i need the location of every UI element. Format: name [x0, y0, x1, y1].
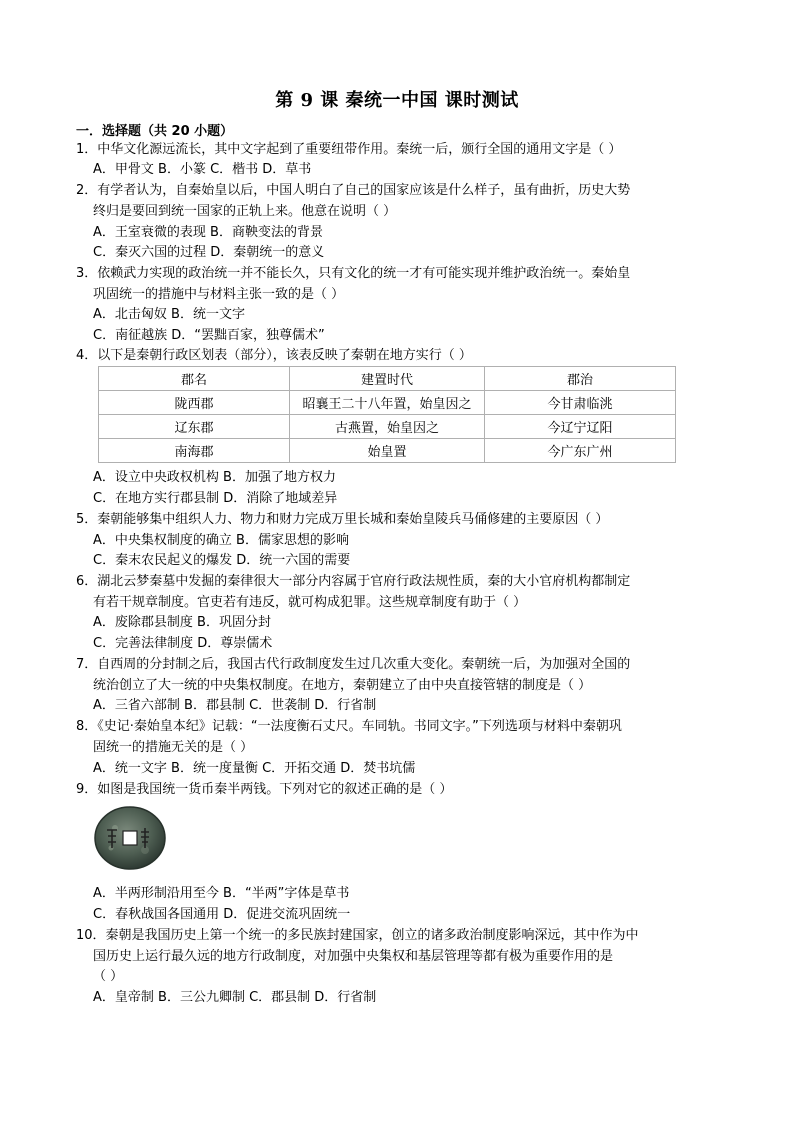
table-header-cell: 建置时代 — [290, 367, 485, 391]
question-2-options-ab: A．王室衰微的表现 B．商鞅变法的背景 — [93, 225, 323, 240]
question-6-stem-cont: 有若干规章制度。官吏若有违反，就可构成犯罪。这些规章制度有助于（ ） — [93, 595, 527, 610]
admin-division-table — [98, 366, 676, 463]
question-4-options-cd: C．在地方实行郡县制 D．消除了地域差异 — [93, 491, 338, 506]
question-4-options-ab: A．设立中央政权机构 B．加强了地方权力 — [93, 470, 336, 485]
table-cell: 始皇置 — [290, 439, 485, 463]
question-1-options: A．甲骨文 B．小篆 C．楷书 D．草书 — [93, 162, 312, 177]
question-6-stem: 6．湖北云梦秦墓中发掘的秦律很大一部分内容属于官府行政法规性质，秦的大小官府机构都制定 — [76, 574, 631, 589]
question-2-stem: 2．有学者认为，自秦始皇以后，中国人明白了自己的国家应该是什么样子，虽有曲折，历史大势 — [76, 183, 631, 198]
question-7-options: A．三省六部制 B．郡县制 C．世袭制 D．行省制 — [93, 698, 377, 713]
question-2-options-cd: C．秦灭六国的过程 D．秦朝统一的意义 — [93, 245, 325, 260]
table-row — [99, 391, 676, 415]
question-5-options-ab: A．中央集权制度的确立 B．儒家思想的影响 — [93, 533, 349, 548]
table-cell: 昭襄王二十八年置，始皇因之 — [290, 391, 485, 415]
table-cell: 今辽宁辽阳 — [485, 415, 676, 439]
question-10-stem-cont: 国历史上运行最久远的地方行政制度，对加强中央集权和基层管理等都有极为重要作用的是 — [93, 949, 614, 964]
table-cell: 南海郡 — [99, 439, 290, 463]
table-cell: 古燕置，始皇因之 — [290, 415, 485, 439]
table-cell: 辽东郡 — [99, 415, 290, 439]
page-title: 第 9 课 秦统一中国 课时测试 — [275, 90, 519, 111]
table-header-cell: 郡名 — [99, 367, 290, 391]
table-cell: 今甘肃临洮 — [485, 391, 676, 415]
table-row — [99, 415, 676, 439]
question-1-stem: 1．中华文化源远流长，其中文字起到了重要纽带作用。秦统一后，颁行全国的通用文字是（ ） — [76, 142, 622, 157]
question-10-options: A．皇帝制 B．三公九卿制 C．郡县制 D．行省制 — [93, 990, 377, 1005]
table-cell: 今广东广州 — [485, 439, 676, 463]
question-8-stem-cont: 固统一的措施无关的是（ ） — [93, 740, 254, 755]
table-header-cell: 郡治 — [485, 367, 676, 391]
question-9-options-cd: C．春秋战国各国通用 D．促进交流巩固统一 — [93, 907, 351, 922]
table-row — [99, 439, 676, 463]
table-cell: 陇西郡 — [99, 391, 290, 415]
question-3-stem: 3．依赖武力实现的政治统一并不能长久，只有文化的统一才有可能实现并维护政治统一。秦始皇 — [76, 266, 631, 281]
question-5-options-cd: C．秦末农民起义的爆发 D．统一六国的需要 — [93, 553, 351, 568]
question-2-stem-cont: 终归是要回到统一国家的正轨上来。他意在说明（ ） — [93, 204, 397, 219]
question-5-stem: 5．秦朝能够集中组织人力、物力和财力完成万里长城和秦始皇陵兵马俑修建的主要原因（ ） — [76, 512, 609, 527]
question-3-options-cd: C．南征越族 D．“罢黜百家，独尊儒术” — [93, 328, 325, 343]
question-8-stem: 8．《史记·秦始皇本纪》记载：“一法度衡石丈尺。车同轨。书同文字。”下列选项与材料中秦朝巩 — [76, 719, 622, 734]
question-10-stem-cont-2: （ ） — [93, 969, 124, 984]
question-6-options-ab: A．废除郡县制度 B．巩固分封 — [93, 615, 271, 630]
question-9-stem: 9．如图是我国统一货币秦半两钱。下列对它的叙述正确的是（ ） — [76, 782, 453, 797]
question-6-options-cd: C．完善法律制度 D．尊崇儒术 — [93, 636, 273, 651]
question-10-stem: 10．秦朝是我国历史上第一个统一的多民族封建国家，创立的诸多政治制度影响深远，其中作为中 — [76, 928, 639, 943]
question-7-stem-cont: 统治创立了大一统的中央集权制度。在地方，秦朝建立了由中央直接管辖的制度是（ ） — [93, 678, 592, 693]
question-4-stem: 4．以下是秦朝行政区划表（部分），该表反映了秦朝在地方实行（ ） — [76, 348, 472, 363]
section-heading: 一．选择题（共 20 小题） — [76, 124, 234, 139]
question-9-options-ab: A．半两形制沿用至今 B．“半两”字体是草书 — [93, 886, 350, 901]
question-3-stem-cont: 巩固统一的措施中与材料主张一致的是（ ） — [93, 287, 345, 302]
question-8-options: A．统一文字 B．统一度量衡 C．开拓交通 D．焚书坑儒 — [93, 761, 416, 776]
question-7-stem: 7．自西周的分封制之后，我国古代行政制度发生过几次重大变化。秦朝统一后，为加强对全国的 — [76, 657, 631, 672]
table-header-row — [99, 367, 676, 391]
ban-liang-coin-image — [93, 806, 167, 870]
question-3-options-ab: A．北击匈奴 B．统一文字 — [93, 307, 245, 322]
